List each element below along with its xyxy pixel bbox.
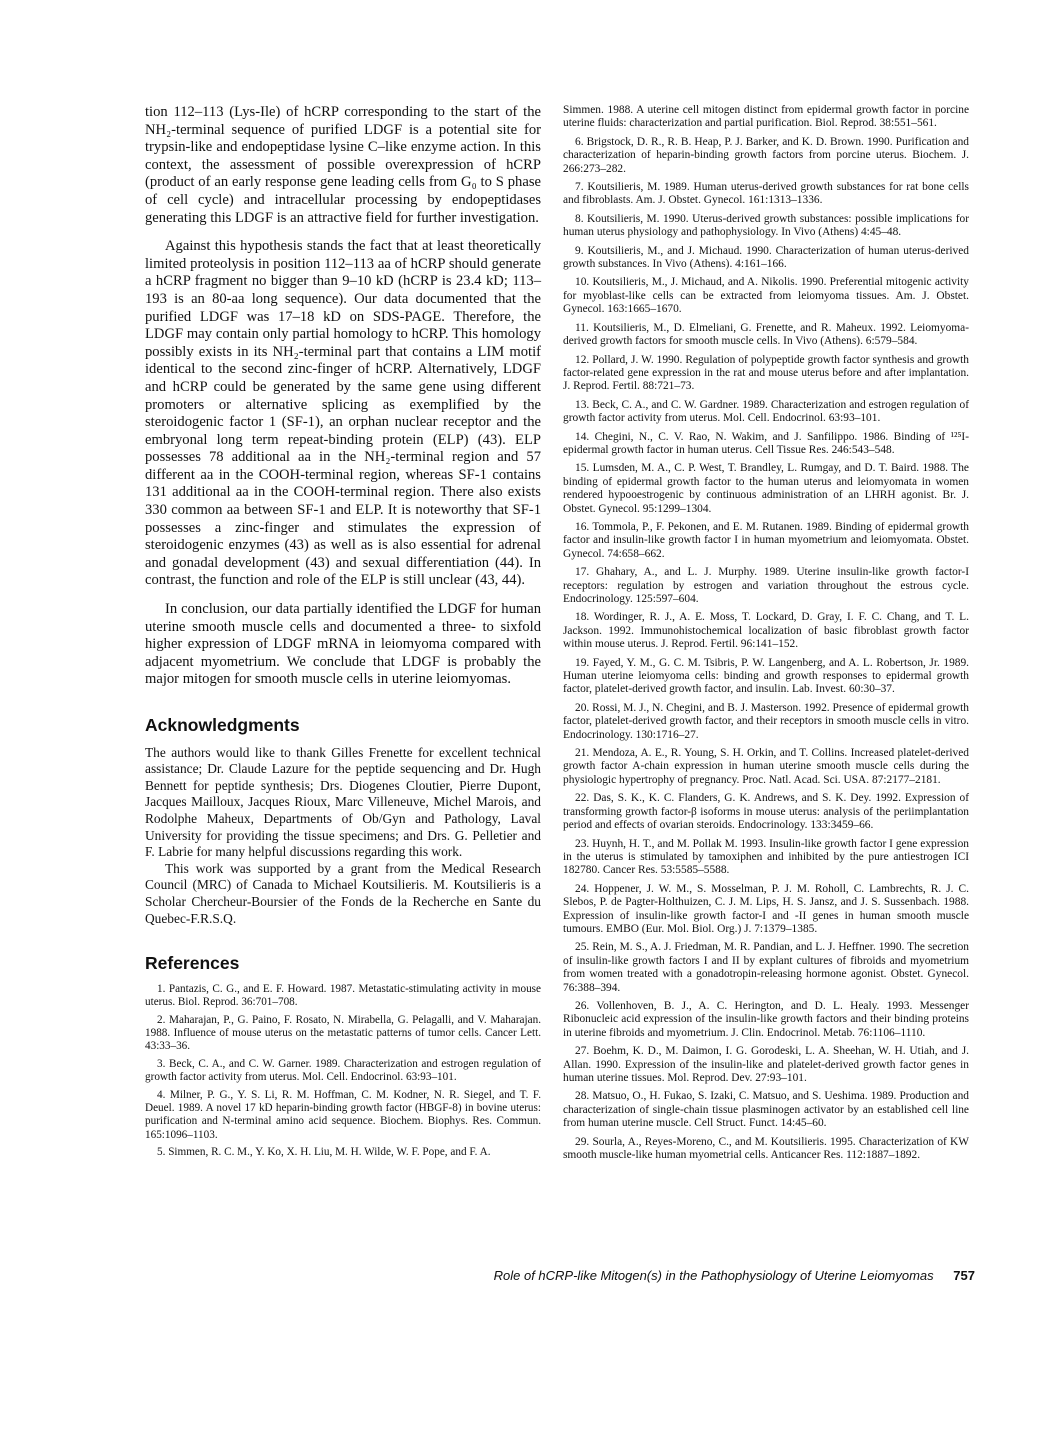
reference-item: 2. Maharajan, P., G. Paino, F. Rosato, N. Mirabella, G. Pelagalli, and V. Maharajan. 1988. Influence of mouse uterus on the metastatic patterns of tumor cells. Cancer Lett. 43:33–36. xyxy=(145,1013,541,1053)
reference-item: 7. Koutsilieris, M. 1989. Human uterus-derived growth substances for rat bone cells and fibroblasts. Am. J. Obstet. Gynecol. 161:1313–1336. xyxy=(563,181,969,207)
reference-item: 16. Tommola, P., F. Pekonen, and E. M. Rutanen. 1989. Binding of epidermal growth factor and insulin-like growth factor I in human myometrium and leiomyomata. Obstet. Gynecol. 74:658–662. xyxy=(563,520,969,560)
references-heading: References xyxy=(145,953,240,974)
reference-item: 11. Koutsilieris, M., D. Elmeliani, G. Frenette, and R. Maheux. 1992. Leiomyoma-derived growth factors for smooth muscle cells. In Vivo (Athens). 6:579–584. xyxy=(563,321,969,348)
reference-item: 5. Simmen, R. C. M., Y. Ko, X. H. Liu, M. H. Wilde, W. F. Pope, and F. A. xyxy=(157,1146,491,1159)
reference-item: 24. Hoppener, J. W. M., S. Mosselman, P. J. M. Roholl, C. Lambrechts, R. J. C. Slebos, P. de Pagter-Holthuizen, C. J. M. Lips, H. S. Jansz, and J. S. Sussenbach. 1988. Expression of insulin-like growth factor-I and -II genes in human smooth muscle tumours. EMBO (Eur. Mol. Biol. Org.) J. 7:1379–1385. xyxy=(563,882,969,935)
reference-item: 19. Fayed, Y. M., G. C. M. Tsibris, P. W. Langenberg, and A. L. Robertson, Jr. 1989. Human uterine leiomyoma cells: binding and growth responses to epidermal growth factor, platelet-derived growth factor, and insulin. Lab. Invest. 60:30–37. xyxy=(563,656,969,696)
reference-item: 29. Sourla, A., Reyes-Moreno, C., and M. Koutsilieris. 1995. Characterization of KW smooth muscle-like human myometrial cells. Anticancer Res. 112:1887–1892. xyxy=(563,1135,969,1162)
reference-item: 9. Koutsilieris, M., and J. Michaud. 1990. Characterization of human uterus-derived growth substances. In Vivo (Athens). 4:161–166. xyxy=(563,244,969,271)
reference-list xyxy=(563,104,969,1162)
reference-item: 21. Mendoza, A. E., R. Young, S. H. Orkin, and T. Collins. Increased platelet-derived growth factor A-chain expression in human uterine smooth muscle cells during the physiologic hypertrophy of pregnancy. Proc. Natl. Acad. Sci. USA. 87:2177–2181. xyxy=(563,747,969,786)
reference-item: 26. Vollenhoven, B. J., A. C. Herington, and D. L. Healy. 1993. Messenger Ribonucleic acid expression of the insulin-like growth factors and their binding proteins in uterine fibroids and myometrium. J. Clin. Endocrinol. Metab. 76:1106–1110. xyxy=(563,999,969,1039)
reference-item: 17. Ghahary, A., and L. J. Murphy. 1989. Uterine insulin-like growth factor-I receptors: regulation by estrogen and variation throughout the estrous cycle. Endocrinology. 125:597–604. xyxy=(563,566,969,605)
reference-item: 28. Matsuo, O., H. Fukao, S. Izaki, C. Matsuo, and S. Ueshima. 1989. Production and characterization of single-chain tissue plasminogen activator by an established cell line from human uterine muscle. Cell Struct. Funct. 14:45–60. xyxy=(563,1090,969,1130)
reference-list xyxy=(145,983,541,1160)
acknowledgments-heading: Acknowledgments xyxy=(145,715,300,735)
left-column xyxy=(145,104,541,1164)
body-paragraph: tion 112–113 (Lys-Ile) of hCRP corresponding to the start of the NH₂-terminal sequence of purified LDGF is a potential site for trypsin-like and endopeptidase lysine C–like enzyme action. In this context, the assessment of possible overexpression of hCRP (product of an early response gene leading cells from G₀ to S phase of cell cycle) and intracellular processing by endopeptidases generating this LDGF is an attractive field for further investigation. xyxy=(145,104,541,226)
reference-item: 12. Pollard, J. W. 1990. Regulation of polypeptide growth factor synthesis and growth factor-related gene expression in the rat and mouse uterus before and after implantation. J. Reprod. Fertil. 88:721–73. xyxy=(563,353,969,393)
reference-item: 14. Chegini, N., C. V. Rao, N. Wakim, and J. Sanfilippo. 1986. Binding of ¹²⁵I-epidermal growth factor in human uterus. Cell Tissue Res. 246:543–548. xyxy=(563,430,969,456)
reference-item: 3. Beck, C. A., and C. W. Garner. 1989. Characterization and estrogen regulation of growth factor activity from uterus. Mol. Cell. Endocrinol. 63:93–101. xyxy=(145,1057,541,1084)
page-footer xyxy=(145,1268,975,1283)
reference-item: 25. Rein, M. S., A. J. Friedman, M. R. Pandian, and L. J. Heffner. 1990. The secretion of insulin-like growth factors I and II by explant cultures of fibroids and myometrium from women treated with a gonadotropin-releasing hormone agonist. Obstet. Gynecol. 76:388–394. xyxy=(563,941,969,994)
reference-item: 10. Koutsilieris, M., J. Michaud, and A. Nikolis. 1990. Preferential mitogenic activity for myoblast-like cells can be extracted from leiomyoma tissues. Am. J. Obstet. Gynecol. 163:1665–1670. xyxy=(563,276,969,316)
acknowledgments-paragraph: This work was supported by a grant from the Medical Research Council (MRC) of Canada to Michael Koutsilieris. M. Koutsilieris is a Scholar Chercheur-Boursier of the Fonds de la Recherche en Sante du Quebec-F.R.S.Q. xyxy=(145,860,541,926)
reference-item: 13. Beck, C. A., and C. W. Gardner. 1989. Characterization and estrogen regulation of growth factor activity from uterus. Mol. Cell. Endocrinol. 63:93–101. xyxy=(563,398,969,425)
reference-item: 27. Boehm, K. D., M. Daimon, I. G. Gorodeski, L. A. Sheehan, W. H. Utiah, and J. Allan. 1990. Expression of the insulin-like and platelet-derived growth factor genes in human uterine tissues. Mol. Reprod. Dev. 27:93–101. xyxy=(563,1045,969,1084)
reference-item: 18. Wordinger, R. J., A. E. Moss, T. Lockard, D. Gray, I. F. C. Chang, and T. L. Jackson. 1992. Immunohistochemical localization of basic fibroblast growth factor within mouse uterus. J. Reprod. Fertil. 96:141–152. xyxy=(563,611,969,651)
reference-item: 8. Koutsilieris, M. 1990. Uterus-derived growth substances: possible implications for human uterus physiology and pathophysiology. In Vivo (Athens) 4:45–48. xyxy=(563,212,969,239)
reference-item: 4. Milner, P. G., Y. S. Li, R. M. Hoffman, C. M. Kodner, N. R. Siegel, and T. F. Deuel. 1989. A novel 17 kD heparin-binding growth factor (HBGF-8) in bovine uterus: purification and N-terminal amino acid sequence. Biochem. Biophys. Res. Commun. 165:1096–1103. xyxy=(145,1088,541,1141)
reference-item: 15. Lumsden, M. A., C. P. West, T. Brandley, L. Rumgay, and D. T. Baird. 1988. The binding of epidermal growth factor to the human uterus and leiomyomata in women rendered hypooestrogenic by continuous administration of an LHRH agonist. Br. J. Obstet. Gynecol. 95:1299–1304. xyxy=(563,462,969,515)
reference-continuation: Simmen. 1988. A uterine cell mitogen distinct from epidermal growth factor in porcine uterine fluids: characterization and partial purification. Biol. Reprod. 38:551–561. xyxy=(563,104,969,130)
page-number: 757 xyxy=(953,1268,975,1283)
reference-item: 22. Das, S. K., K. C. Flanders, G. K. Andrews, and S. K. Dey. 1992. Expression of transforming growth factor-β isoforms in mouse uterus: analysis of the periimplantation period and effects of ovarian steroids. Endocrinology. 133:3459–66. xyxy=(563,792,969,832)
reference-item: 1. Pantazis, C. G., and E. F. Howard. 1987. Metastatic-stimulating activity in mouse uterus. Biol. Reprod. 36:701–708. xyxy=(145,982,541,1009)
right-column xyxy=(563,104,969,1167)
acknowledgments-paragraph: The authors would like to thank Gilles Frenette for excellent technical assistance; Dr. Claude Lazure for the peptide sequencing and Dr. Hugh Bennett for peptide synthesis; Drs. Diogenes Cloutier, Pierre Dupont, Jacques Mailloux, Jacques Rioux, Marc Villeneuve, Michel Marois, and Rodolphe Maheux, Departments of Ob/Gyn and Pathology, Laval University for providing the tissue specimens; and Drs. G. Pelletier and F. Labrie for many helpful discussions regarding this work. xyxy=(145,744,541,860)
running-title: Role of hCRP-like Mitogen(s) in the Pathophysiology of Uterine Leiomyomas xyxy=(493,1268,934,1283)
body-paragraph: Against this hypothesis stands the fact that at least theoretically limited proteolysis in position 112–113 aa of hCRP should generate a hCRP fragment no bigger than 9–10 kD (hCRP is 23.4 kD; 113–193 is an 80-aa long sequence). Our data documented that the purified LDGF was 17–18 kD on SDS-PAGE. Therefore, the LDGF may contain only partial homology to hCRP. This homology possibly exists in its NH₂-terminal part that contains a LIM motif identical to the second zinc-finger of hCRP. Alternatively, LDGF and hCRP could be generated by the same gene using different promoters or alternative splicing as exemplified by the steroidogenic factor 1 (SF-1), an orphan nuclear receptor and the embryonal long term repeat-binding protein (ELP) (43). ELP possesses 78 additional aa in the NH₂-terminal region and 57 different aa in the COOH-terminal region, whereas SF-1 contains 131 additional aa in the COOH-terminal region. There also exists 330 common aa between SF-1 and ELP. It is noteworthy that SF-1 possesses a zinc-finger and stimulates the expression of steroidogenic enzymes (43) as well as is also essential for adrenal and gonadal development (43) and sexual differentiation (44). In contrast, the function and role of the ELP is still unclear (43, 44). xyxy=(145,238,541,589)
reference-item: 6. Brigstock, D. R., R. B. Heap, P. J. Barker, and K. D. Brown. 1990. Purification and characterization of heparin-binding growth factors from porcine uterus. Biochem. J. 266:273–282. xyxy=(563,135,969,175)
reference-item: 23. Huynh, H. T., and M. Pollak M. 1993. Insulin-like growth factor I gene expression in the uterus is stimulated by tamoxiphen and inhibited by the pure antiestrogen ICI 182780. Cancer Res. 53:5585–5588. xyxy=(563,837,969,877)
body-paragraph: In conclusion, our data partially identified the LDGF for human uterine smooth muscle cells and documented a three- to sixfold higher expression of LDGF mRNA in leiomyoma compared with adjacent myometrium. We conclude that LDGF is probably the major mitogen for smooth muscle cells in uterine leiomyomas. xyxy=(145,601,541,688)
reference-item: 20. Rossi, M. J., N. Chegini, and B. J. Masterson. 1992. Presence of epidermal growth factor, platelet-derived growth factor, and their receptors in smooth muscle cells in vitro. Endocrinology. 130:1716–27. xyxy=(563,701,969,741)
